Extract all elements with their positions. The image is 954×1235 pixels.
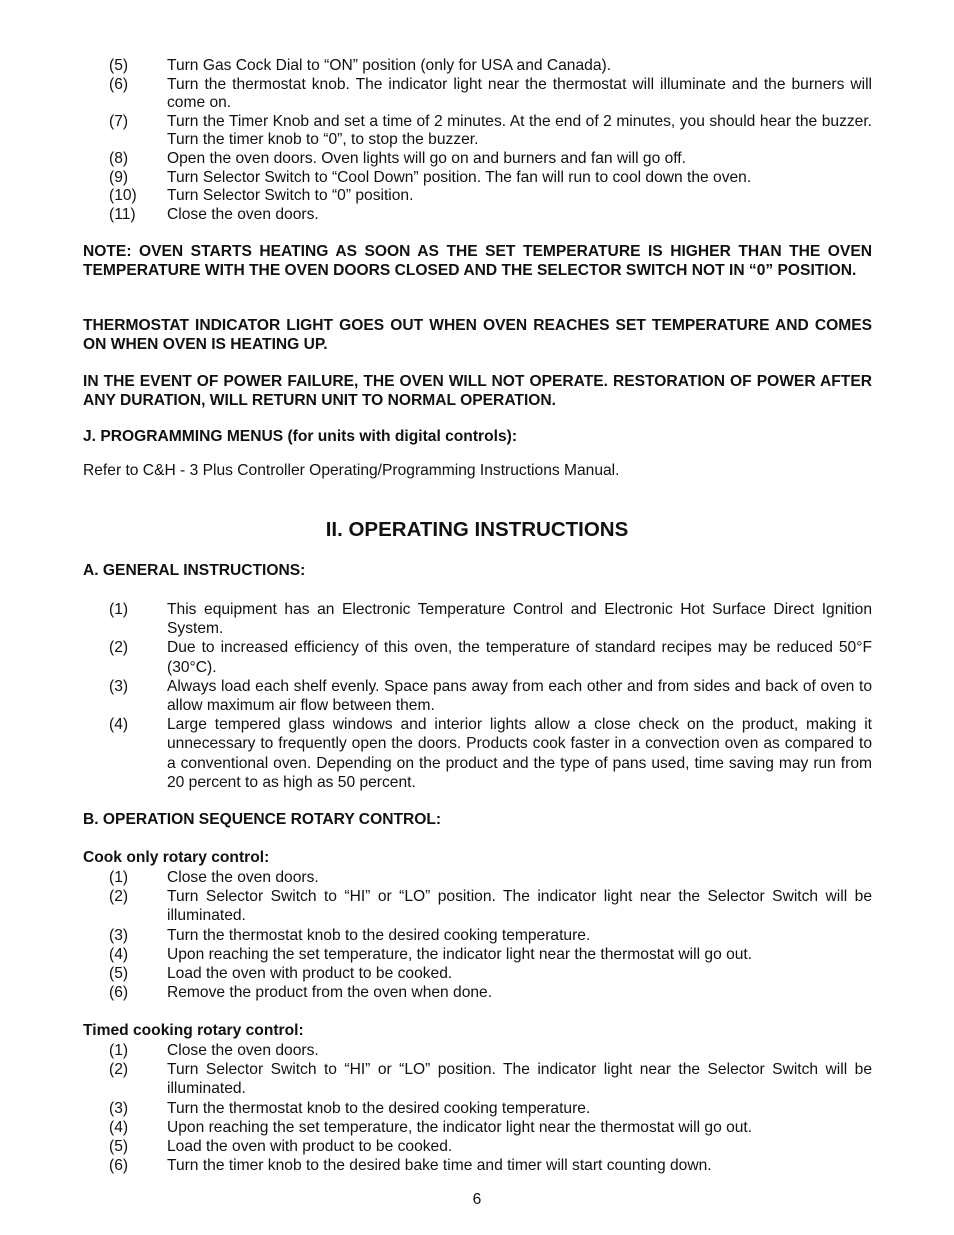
step-number: (3) [109, 1099, 129, 1117]
step-text: Turn the thermostat knob to the desired cooking temperature. [167, 926, 591, 944]
step-text: Turn the thermostat knob. The indicator light near the thermostat will illuminate and the burners will come on. [167, 75, 872, 112]
item-number: (3) [109, 677, 129, 695]
note-power-failure: IN THE EVENT OF POWER FAILURE, THE OVEN WILL NOT OPERATE. RESTORATION OF POWER AFTER ANY DURATION, WILL RETURN UNIT TO NORMAL OPERATION. [83, 373, 872, 409]
item-number: (4) [109, 716, 129, 734]
step-number: (6) [109, 75, 129, 93]
step-number: (4) [109, 1118, 129, 1136]
list-item [109, 206, 872, 225]
programming-text: Refer to C&H - 3 Plus Controller Operating/Programming Instructions Manual. [83, 462, 620, 479]
list-item [109, 169, 872, 188]
step-number: (5) [109, 57, 129, 74]
list-item [109, 1060, 872, 1098]
step-text: Turn Selector Switch to “Cool Down” position. The fan will run to cool down the oven. [167, 168, 752, 186]
note-indicator-light: THERMOSTAT INDICATOR LIGHT GOES OUT WHEN OVEN REACHES SET TEMPERATURE AND COMES ON WHEN OVEN IS HEATING UP. [83, 317, 872, 353]
step-number: (4) [109, 945, 129, 963]
list-item [109, 945, 872, 964]
step-number: (6) [109, 984, 129, 1002]
step-number: (1) [109, 1042, 129, 1059]
step-text: Load the oven with product to be cooked. [167, 1138, 453, 1156]
step-number: (10) [109, 187, 137, 205]
list-item [109, 715, 872, 792]
item-text: Due to increased efficiency of this oven, the temperature of standard recipes may be reduced 50°F (30°C). [167, 639, 872, 676]
list-item [109, 1137, 872, 1156]
step-number: (7) [109, 112, 129, 130]
step-number: (9) [109, 168, 129, 186]
list-item [109, 1118, 872, 1137]
step-text: Turn Selector Switch to “HI” or “LO” position. The indicator light near the Selector Switch will be illuminated. [167, 1061, 872, 1098]
item-text: Large tempered glass windows and interior lights allow a close check on the product, making it unnecessary to frequently open the doors. Products cook faster in a convection oven as compared to a conventional oven. Depending on the product and the type of pans used, time saving may run from 20 percent to as high as 50 percent. [167, 716, 872, 791]
list-item [109, 150, 872, 169]
step-text: Close the oven doors. [167, 869, 319, 886]
step-text: Turn Gas Cock Dial to “ON” position (only for USA and Canada). [167, 57, 612, 74]
list-item [109, 926, 872, 945]
step-text: Close the oven doors. [167, 205, 319, 223]
list-item [109, 638, 872, 676]
step-text: Load the oven with product to be cooked. [167, 965, 453, 983]
timed-cooking-heading: Timed cooking rotary control: [83, 1022, 304, 1039]
item-text: Always load each shelf evenly. Space pans away from each other and from sides and back of oven to allow maximum air flow between them. [167, 677, 872, 715]
step-text: Upon reaching the set temperature, the indicator light near the thermostat will go out. [167, 945, 753, 963]
list-item [109, 887, 872, 925]
step-text: Turn Selector Switch to “0” position. [167, 187, 414, 205]
list-item [109, 76, 872, 113]
step-number: (11) [109, 205, 136, 223]
list-item [109, 1099, 872, 1118]
list-item [109, 113, 872, 150]
programming-heading: J. PROGRAMMING MENUS (for units with digital controls): [83, 428, 518, 445]
list-item [109, 1156, 872, 1175]
step-text: Upon reaching the set temperature, the indicator light near the thermostat will go out. [167, 1118, 753, 1136]
step-text: Close the oven doors. [167, 1042, 319, 1059]
step-number: (5) [109, 1138, 129, 1156]
item-number: (2) [109, 639, 129, 657]
step-text: Turn the timer knob to the desired bake time and timer will start counting down. [167, 1157, 712, 1175]
cook-only-list [109, 868, 872, 1002]
step-text: Remove the product from the oven when done. [167, 984, 493, 1002]
list-item [109, 1041, 872, 1060]
item-text: This equipment has an Electronic Temperature Control and Electronic Hot Surface Direct Ignition System. [167, 601, 872, 638]
timed-cooking-list [109, 1041, 872, 1175]
list-item [109, 964, 872, 983]
cook-only-heading: Cook only rotary control: [83, 849, 270, 866]
step-text: Turn the Timer Knob and set a time of 2 minutes. At the end of 2 minutes, you should hear the buzzer. Turn the timer knob to “0”, to stop the buzzer. [167, 112, 872, 149]
list-item [109, 868, 872, 887]
step-number: (1) [109, 869, 129, 886]
step-number: (6) [109, 1157, 129, 1175]
section-title: II. OPERATING INSTRUCTIONS [325, 518, 629, 541]
operation-sequence-heading: B. OPERATION SEQUENCE ROTARY CONTROL: [83, 811, 442, 828]
page-number: 6 [472, 1191, 482, 1208]
list-item [109, 600, 872, 638]
step-number: (8) [109, 149, 129, 167]
list-item [109, 983, 872, 1002]
step-number: (3) [109, 926, 129, 944]
step-text: Turn Selector Switch to “HI” or “LO” position. The indicator light near the Selector Switch will be illuminated. [167, 888, 872, 925]
list-item [109, 187, 872, 206]
general-instructions-list [109, 600, 872, 792]
general-instructions-heading: A. GENERAL INSTRUCTIONS: [83, 562, 306, 579]
step-text: Turn the thermostat knob to the desired cooking temperature. [167, 1099, 591, 1117]
list-item [109, 677, 872, 715]
step-number: (2) [109, 888, 129, 906]
item-number: (1) [109, 601, 129, 618]
step-number: (2) [109, 1061, 129, 1079]
startup-steps-list [109, 57, 872, 224]
step-text: Open the oven doors. Oven lights will go on and burners and fan will go off. [167, 149, 686, 167]
step-number: (5) [109, 965, 129, 983]
note-heating: NOTE: OVEN STARTS HEATING AS SOON AS THE SET TEMPERATURE IS HIGHER THAN THE OVEN TEMPERATURE WITH THE OVEN DOORS CLOSED AND THE SELECTOR SWITCH NOT IN “0” POSITION. [83, 243, 872, 279]
list-item [109, 57, 872, 76]
